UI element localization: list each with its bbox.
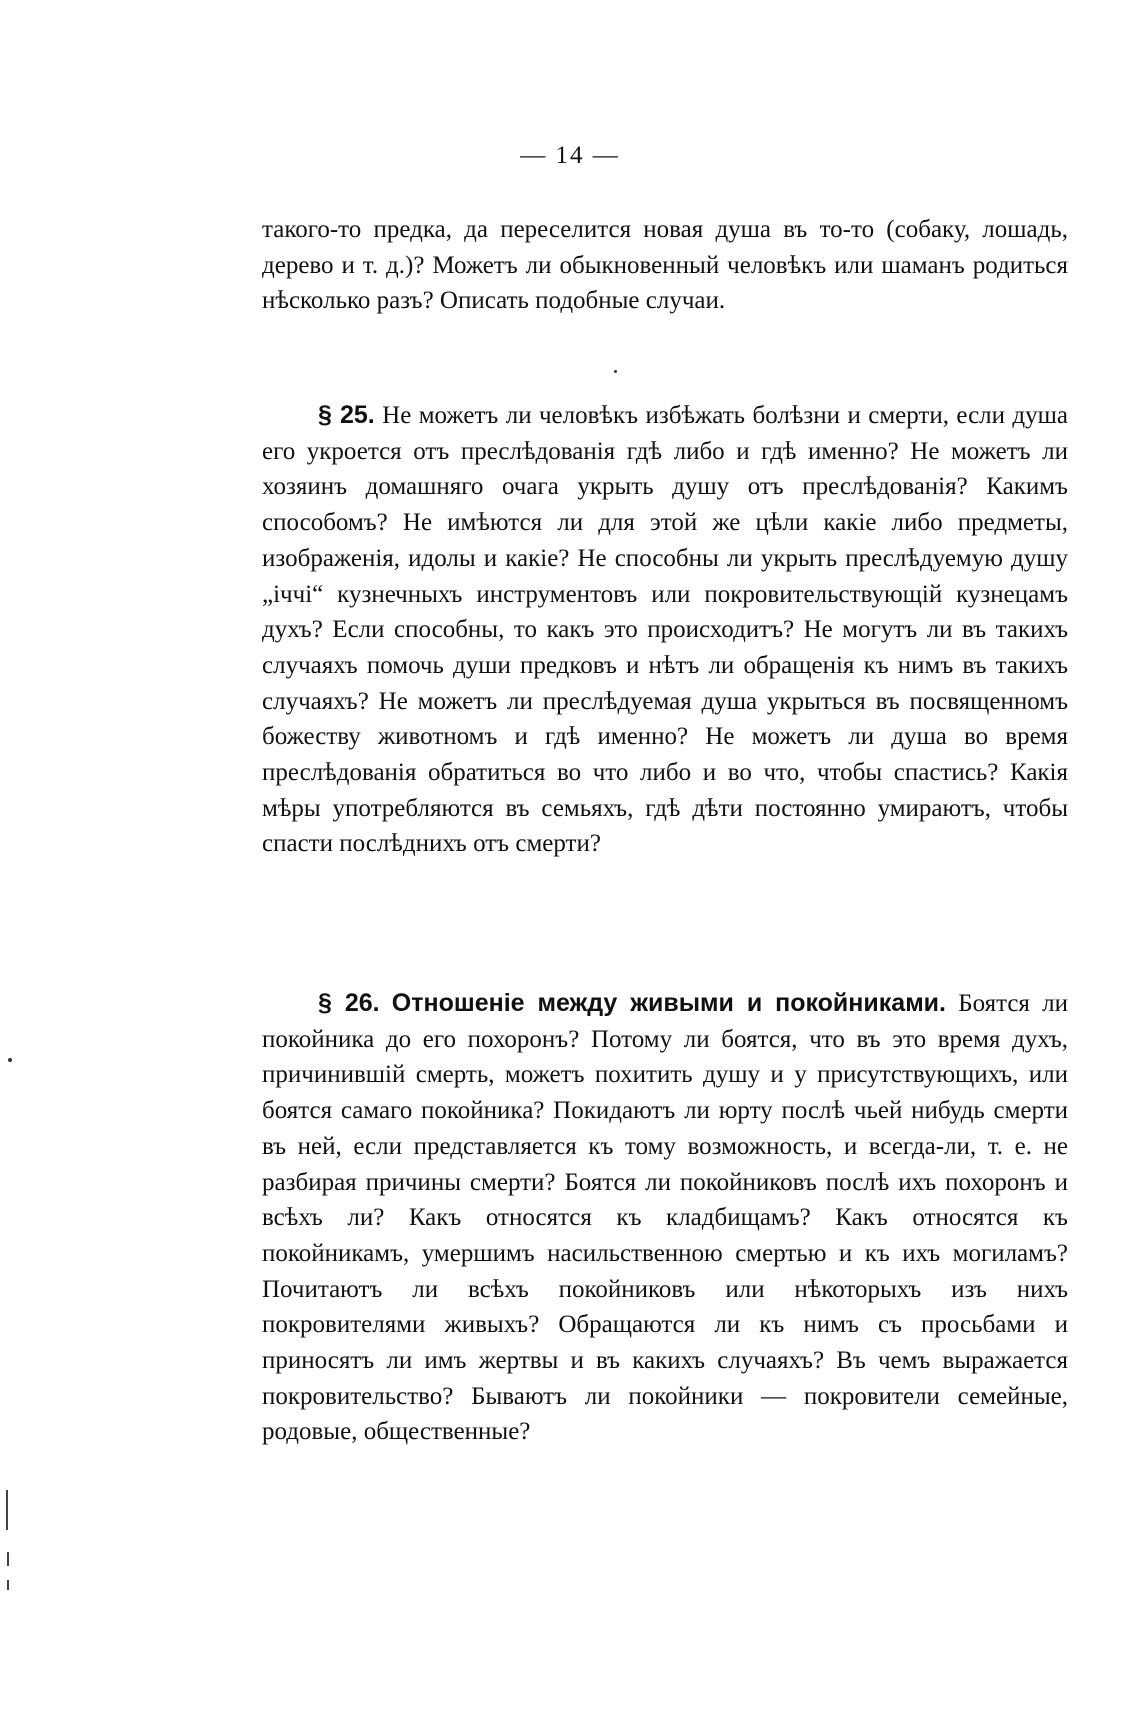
scan-speck	[8, 1058, 12, 1062]
scan-margin-line	[7, 1580, 9, 1590]
page-number: — 14 —	[520, 142, 620, 169]
section-26-text: Боятся ли покойника до его похоронъ? Потому ли боятся, что въ это время духъ, причинившій смерть, можетъ похитить душу и у присутствующихъ, или боятся самаго покойника? Покидаютъ ли юрту послѣ чьей нибудь смерти въ ней, если представляется къ тому возможность, и всегда-ли, т. е. не разбирая причины смерти? Боятся ли покойниковъ послѣ ихъ похоронъ и всѣхъ ли? Какъ относятся къ кладбищамъ? Какъ относятся къ покойникамъ, умершимъ насильственною смертью и къ ихъ могиламъ? Почитаютъ ли всѣхъ покойниковъ или нѣкоторыхъ изъ нихъ покровителями живыхъ? Обращаются ли къ нимъ съ просьбами и приносятъ ли имъ жертвы и въ какихъ случаяхъ? Въ чемъ выражается покровительство? Бываютъ ли покойники — покровители семейные, родовые, общественные?	[262, 990, 1068, 1446]
section-25-mark: § 25.	[318, 401, 375, 429]
scan-margin-line	[7, 1552, 9, 1566]
section-26-mark: § 26.	[318, 989, 380, 1017]
paragraph-continuation-text: такого-то предка, да переселится новая душа въ то-то (собаку, лошадь, дерево и т. д.)? Можетъ ли обыкновенный человѣкъ или шаманъ родиться нѣсколько разъ? Описать подобные случаи.	[262, 216, 1068, 315]
scan-margin-line	[6, 1490, 8, 1530]
section-26-title: Отношеніе между живыми и покойниками.	[391, 989, 946, 1017]
paragraph-continuation	[262, 212, 1068, 319]
section-25-text: Не можетъ ли человѣкъ избѣжать болѣзни и смерти, если душа его укроется отъ преслѣдованія гдѣ либо и гдѣ именно? Не можетъ ли хозяинъ домашняго очага укрыть душу отъ преслѣдованія? Какимъ способомъ? Не имѣются ли для этой же цѣли какіе либо предметы, изображенія, идолы и какіе? Не способны ли укрыть преслѣдуемую душу „іччі“ кузнечныхъ инструментовъ или покровительствующій кузнецамъ духъ? Если способны, то какъ это происходитъ? Не могутъ ли въ такихъ случаяхъ помочь души предковъ и нѣтъ ли обращенія къ нимъ въ такихъ случаяхъ? Не можетъ ли преслѣдуемая душа укрыться въ посвященномъ божеству животномъ и гдѣ именно? Не можетъ ли душа во время преслѣдованія обратиться во что либо и во что, чтобы спастись? Какія мѣры употребляются въ семьяхъ, гдѣ дѣти постоянно умираютъ, чтобы спасти послѣднихъ отъ смерти?	[262, 402, 1069, 858]
scan-speck	[614, 370, 617, 373]
paragraph-section-26	[262, 986, 1068, 1450]
paragraph-section-25	[262, 398, 1068, 862]
